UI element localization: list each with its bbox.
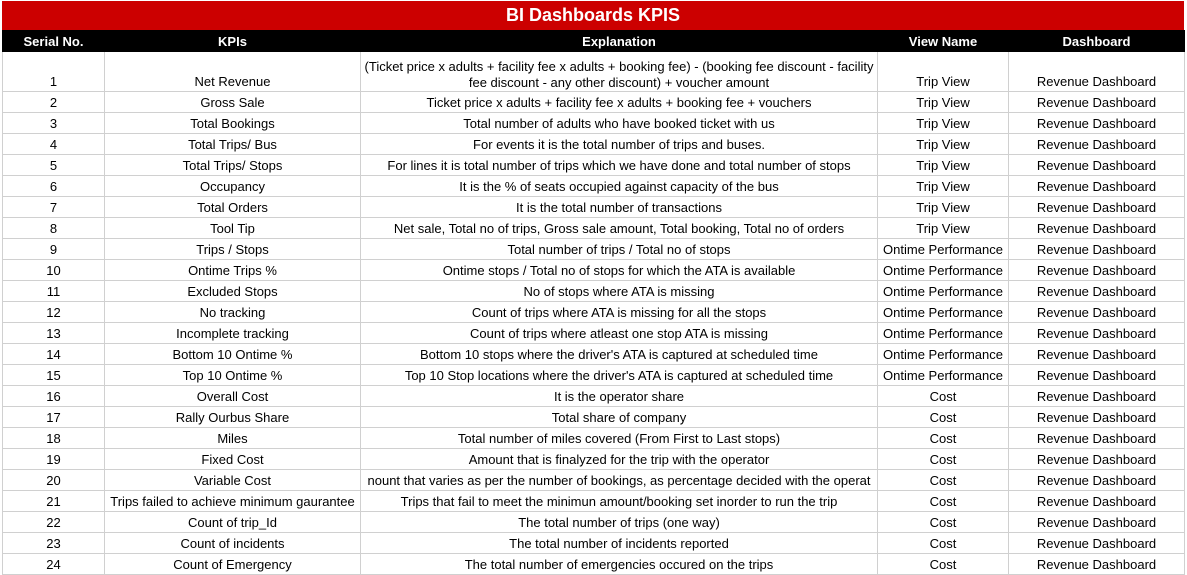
cell-dashboard[interactable]: Revenue Dashboard [1009,323,1185,344]
cell-view-name[interactable]: Trip View [878,134,1009,155]
header-explanation[interactable]: Explanation [361,31,878,52]
cell-kpi[interactable]: Count of trip_Id [105,512,361,533]
cell-view-name[interactable]: Ontime Performance [878,281,1009,302]
cell-kpi[interactable]: Count of Emergency [105,554,361,575]
table-row [3,491,1185,512]
table-row [3,197,1185,218]
header-kpis[interactable]: KPIs [105,31,361,52]
cell-dashboard[interactable]: Revenue Dashboard [1009,260,1185,281]
table-row [3,260,1185,281]
cell-kpi[interactable]: Variable Cost [105,470,361,491]
cell-kpi[interactable]: Top 10 Ontime % [105,365,361,386]
cell-dashboard[interactable]: Revenue Dashboard [1009,428,1185,449]
cell-dashboard[interactable]: Revenue Dashboard [1009,554,1185,575]
cell-dashboard[interactable]: Revenue Dashboard [1009,52,1185,92]
cell-kpi[interactable]: Total Orders [105,197,361,218]
table-row [3,512,1185,533]
cell-explanation[interactable]: It is the operator share [361,386,878,407]
cell-kpi[interactable]: Total Bookings [105,113,361,134]
header-dashboard[interactable]: Dashboard [1009,31,1185,52]
cell-serial[interactable]: 10 [3,260,105,281]
cell-explanation[interactable]: Total number of trips / Total no of stops [361,239,878,260]
cell-kpi[interactable]: Incomplete tracking [105,323,361,344]
cell-view-name[interactable]: Ontime Performance [878,260,1009,281]
cell-serial[interactable]: 22 [3,512,105,533]
cell-explanation[interactable]: The total number of incidents reported [361,533,878,554]
cell-kpi[interactable]: Total Trips/ Bus [105,134,361,155]
cell-explanation[interactable]: Count of trips where atleast one stop ATA is missing [361,323,878,344]
cell-dashboard[interactable]: Revenue Dashboard [1009,239,1185,260]
cell-view-name[interactable]: Cost [878,449,1009,470]
table-row [3,92,1185,113]
cell-kpi[interactable]: Total Trips/ Stops [105,155,361,176]
cell-serial[interactable]: 15 [3,365,105,386]
cell-serial[interactable]: 14 [3,344,105,365]
cell-kpi[interactable]: Bottom 10 Ontime % [105,344,361,365]
cell-dashboard[interactable]: Revenue Dashboard [1009,197,1185,218]
cell-kpi[interactable]: Net Revenue [105,52,361,92]
cell-explanation[interactable]: Bottom 10 stops where the driver's ATA is captured at scheduled time [361,344,878,365]
cell-explanation[interactable]: nount that varies as per the number of bookings, as percentage decided with the operat [361,470,878,491]
cell-serial[interactable]: 7 [3,197,105,218]
cell-explanation[interactable]: Total number of adults who have booked ticket with us [361,113,878,134]
cell-explanation[interactable]: For events it is the total number of trips and buses. [361,134,878,155]
header-serial[interactable]: Serial No. [3,31,105,52]
cell-serial[interactable]: 19 [3,449,105,470]
cell-view-name[interactable]: Ontime Performance [878,302,1009,323]
cell-dashboard[interactable]: Revenue Dashboard [1009,491,1185,512]
cell-serial[interactable]: 2 [3,92,105,113]
table-row [3,533,1185,554]
cell-view-name[interactable]: Trip View [878,155,1009,176]
cell-view-name[interactable]: Cost [878,554,1009,575]
cell-view-name[interactable]: Cost [878,407,1009,428]
table-row [3,470,1185,491]
cell-serial[interactable]: 16 [3,386,105,407]
cell-explanation[interactable]: Amount that is finalyzed for the trip with the operator [361,449,878,470]
cell-kpi[interactable]: Excluded Stops [105,281,361,302]
table-row [3,281,1185,302]
cell-view-name[interactable]: Ontime Performance [878,365,1009,386]
cell-serial[interactable]: 6 [3,176,105,197]
table-row [3,554,1185,575]
cell-explanation[interactable]: The total number of trips (one way) [361,512,878,533]
cell-dashboard[interactable]: Revenue Dashboard [1009,365,1185,386]
table-row [3,386,1185,407]
cell-explanation[interactable]: No of stops where ATA is missing [361,281,878,302]
table-row [3,302,1185,323]
cell-kpi[interactable]: Fixed Cost [105,449,361,470]
cell-kpi[interactable]: Tool Tip [105,218,361,239]
cell-dashboard[interactable]: Revenue Dashboard [1009,533,1185,554]
cell-view-name[interactable]: Trip View [878,218,1009,239]
cell-dashboard[interactable]: Revenue Dashboard [1009,344,1185,365]
cell-kpi[interactable]: Gross Sale [105,92,361,113]
cell-view-name[interactable]: Cost [878,512,1009,533]
cell-serial[interactable]: 4 [3,134,105,155]
cell-dashboard[interactable]: Revenue Dashboard [1009,92,1185,113]
kpi-table [2,30,1185,575]
table-row [3,52,1185,92]
cell-explanation[interactable]: It is the % of seats occupied against capacity of the bus [361,176,878,197]
cell-view-name[interactable]: Trip View [878,113,1009,134]
cell-serial[interactable]: 21 [3,491,105,512]
cell-view-name[interactable]: Cost [878,386,1009,407]
cell-explanation[interactable]: (Ticket price x adults + facility fee x adults + booking fee) - (booking fee discount - facility fee discount - any other discount) + voucher amount [361,52,878,92]
cell-explanation[interactable]: It is the total number of transactions [361,197,878,218]
cell-view-name[interactable]: Cost [878,470,1009,491]
table-row [3,218,1185,239]
cell-serial[interactable]: 8 [3,218,105,239]
cell-view-name[interactable]: Ontime Performance [878,323,1009,344]
cell-view-name[interactable]: Trip View [878,197,1009,218]
cell-view-name[interactable]: Trip View [878,176,1009,197]
cell-view-name[interactable]: Ontime Performance [878,239,1009,260]
cell-explanation[interactable]: Net sale, Total no of trips, Gross sale amount, Total booking, Total no of orders [361,218,878,239]
cell-view-name[interactable]: Trip View [878,92,1009,113]
cell-serial[interactable]: 5 [3,155,105,176]
cell-serial[interactable]: 12 [3,302,105,323]
table-row [3,344,1185,365]
table-row [3,239,1185,260]
cell-explanation[interactable]: Total share of company [361,407,878,428]
header-view-name[interactable]: View Name [878,31,1009,52]
cell-dashboard[interactable]: Revenue Dashboard [1009,302,1185,323]
cell-explanation[interactable]: Ontime stops / Total no of stops for which the ATA is available [361,260,878,281]
cell-dashboard[interactable]: Revenue Dashboard [1009,134,1185,155]
cell-kpi[interactable]: Ontime Trips % [105,260,361,281]
cell-explanation[interactable]: For lines it is total number of trips which we have done and total number of stops [361,155,878,176]
cell-explanation[interactable]: Count of trips where ATA is missing for all the stops [361,302,878,323]
cell-serial[interactable]: 13 [3,323,105,344]
table-row [3,428,1185,449]
cell-dashboard[interactable]: Revenue Dashboard [1009,512,1185,533]
table-row [3,176,1185,197]
cell-dashboard[interactable]: Revenue Dashboard [1009,155,1185,176]
cell-dashboard[interactable]: Revenue Dashboard [1009,281,1185,302]
cell-kpi[interactable]: Rally Ourbus Share [105,407,361,428]
cell-serial[interactable]: 18 [3,428,105,449]
table-row [3,407,1185,428]
cell-serial[interactable]: 3 [3,113,105,134]
cell-serial[interactable]: 1 [3,52,105,92]
cell-serial[interactable]: 17 [3,407,105,428]
cell-kpi[interactable]: Overall Cost [105,386,361,407]
cell-dashboard[interactable]: Revenue Dashboard [1009,113,1185,134]
header-row [3,31,1185,52]
cell-explanation[interactable]: Trips that fail to meet the minimun amount/booking set inorder to run the trip [361,491,878,512]
sheet-title: BI Dashboards KPIS [2,1,1184,30]
cell-kpi[interactable]: Trips failed to achieve minimum gaurantee [105,491,361,512]
cell-dashboard[interactable]: Revenue Dashboard [1009,218,1185,239]
cell-serial[interactable]: 9 [3,239,105,260]
table-row [3,155,1185,176]
cell-kpi[interactable]: Trips / Stops [105,239,361,260]
cell-explanation[interactable]: Top 10 Stop locations where the driver's ATA is captured at scheduled time [361,365,878,386]
cell-explanation[interactable]: Total number of miles covered (From First to Last stops) [361,428,878,449]
cell-explanation[interactable]: The total number of emergencies occured on the trips [361,554,878,575]
cell-view-name[interactable]: Cost [878,491,1009,512]
cell-explanation[interactable]: Ticket price x adults + facility fee x adults + booking fee + vouchers [361,92,878,113]
cell-view-name[interactable]: Cost [878,428,1009,449]
table-row [3,365,1185,386]
cell-kpi[interactable]: No tracking [105,302,361,323]
cell-dashboard[interactable]: Revenue Dashboard [1009,386,1185,407]
cell-serial[interactable]: 20 [3,470,105,491]
table-row [3,449,1185,470]
cell-view-name[interactable]: Cost [878,533,1009,554]
cell-kpi[interactable]: Miles [105,428,361,449]
cell-dashboard[interactable]: Revenue Dashboard [1009,449,1185,470]
cell-view-name[interactable]: Ontime Performance [878,344,1009,365]
cell-kpi[interactable]: Count of incidents [105,533,361,554]
cell-view-name[interactable]: Trip View [878,52,1009,92]
cell-dashboard[interactable]: Revenue Dashboard [1009,470,1185,491]
cell-kpi[interactable]: Occupancy [105,176,361,197]
table-row [3,134,1185,155]
cell-dashboard[interactable]: Revenue Dashboard [1009,176,1185,197]
cell-serial[interactable]: 11 [3,281,105,302]
cell-serial[interactable]: 24 [3,554,105,575]
cell-serial[interactable]: 23 [3,533,105,554]
table-row [3,113,1185,134]
table-row [3,323,1185,344]
cell-dashboard[interactable]: Revenue Dashboard [1009,407,1185,428]
